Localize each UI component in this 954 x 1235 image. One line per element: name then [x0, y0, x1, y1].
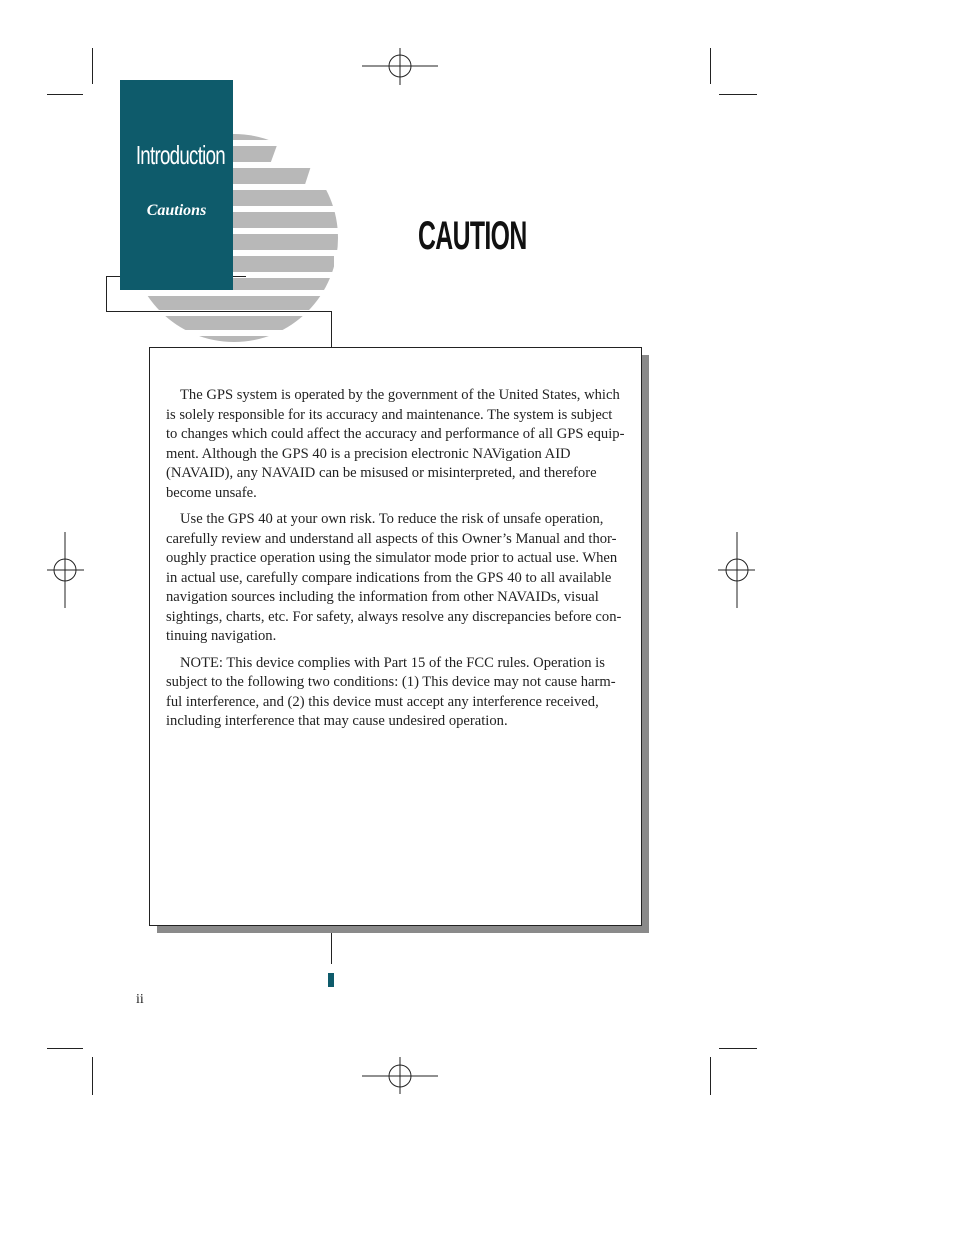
paragraph-fcc-note: NOTE: This device complies with Part 15 of the FCC rules. Operation is subject to the following two conditions: (1) This device may not cause harm-ful interference, and (2) this device must accept any interference received, including interference that may cause undesired operation. — [166, 654, 616, 729]
teal-marker — [328, 973, 334, 987]
crop-mark — [719, 94, 757, 95]
caution-content-box — [149, 347, 642, 926]
paragraph-use-at-own-risk: Use the GPS 40 at your own risk. To reduce the risk of unsafe operation, carefully review and understand all aspects of this Owner’s Manual and thor-oughly practice operation using the simulator mode prior to actual use. When in actual use, carefully compare indications from the GPS 40 to all available navigation sources including the information from other NAVAIDs, visual sightings, charts, etc. For safety, always resolve any discrepancies before con-tinuing navigation. — [166, 511, 622, 644]
section-title: Introduction — [135, 140, 226, 170]
page-number: ii — [136, 992, 144, 1007]
crop-mark — [710, 1057, 711, 1095]
section-subtitle: Cautions — [146, 202, 207, 219]
crop-mark — [92, 1057, 93, 1095]
crop-mark — [719, 1048, 757, 1049]
registration-mark-left — [47, 532, 85, 610]
paragraph-gps-system: The GPS system is operated by the government of the United States, which is solely responsible for its accuracy and maintenance. The system is subject to changes which could affect the accuracy and performance of all GPS equip-ment. Although the GPS 40 is a precision electronic NAVigation AID (NAVAID), any NAVAID can be misused or misinterpreted, and therefore become unsafe. — [166, 387, 625, 501]
crop-mark — [92, 48, 93, 84]
registration-mark-top — [362, 48, 440, 86]
page-heading: CAUTION — [418, 214, 527, 258]
registration-mark-right — [718, 532, 756, 610]
caution-text — [166, 386, 626, 739]
registration-mark-bottom — [362, 1057, 440, 1095]
crop-mark — [47, 1048, 83, 1049]
crop-mark — [47, 94, 83, 95]
section-tab — [120, 80, 233, 290]
crop-mark — [710, 48, 711, 84]
connector-line — [106, 276, 107, 311]
connector-line — [331, 932, 332, 964]
